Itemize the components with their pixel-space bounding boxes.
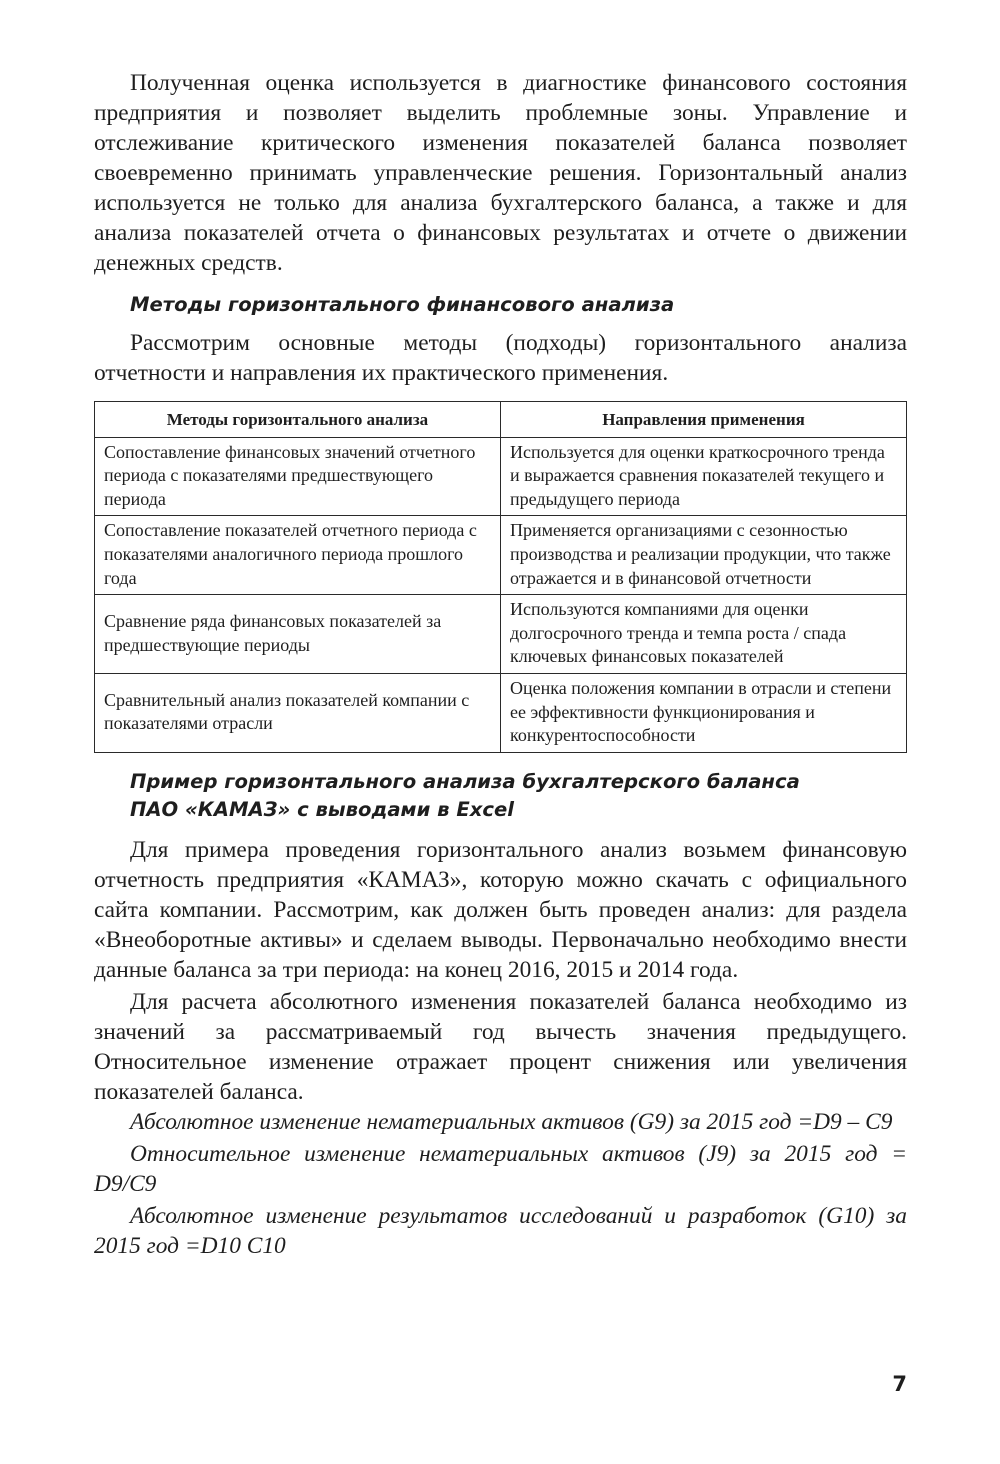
section-heading-methods: Методы горизонтального финансового анализа [130, 293, 675, 316]
formula-relative-intangible: Относительное изменение нематериальных активов (J9) за 2015 год = D9/C9 [94, 1140, 907, 1197]
section-heading-example-line2: ПАО «КАМАЗ» с выводами в Excel [130, 797, 514, 821]
formula-absolute-rnd: Абсолютное изменение результатов исследований и разработок (G10) за 2015 год =D10 C10 [94, 1202, 907, 1259]
table-cell-direction: Используются компаниями для оценки долгосрочного тренда и темпа роста / спада ключевых финансовых показателей [501, 595, 907, 674]
table-row [95, 516, 907, 595]
table-header-methods: Методы горизонтального анализа [95, 402, 501, 438]
table-cell-direction: Используется для оценки краткосрочного тренда и выражается сравнения показателей текущего и предыдущего периода [501, 437, 907, 516]
table-cell-method: Сопоставление показателей отчетного периода с показателями аналогичного периода прошлого года [95, 516, 501, 595]
formula-absolute-intangible: Абсолютное изменение нематериальных активов (G9) за 2015 год =D9 – C9 [130, 1108, 893, 1135]
table-cell-method: Сопоставление финансовых значений отчетного периода с показателями предшествующего периода [95, 437, 501, 516]
table-row [95, 595, 907, 674]
example-paragraph-1: Для примера проведения горизонтального анализ возьмем финансовую отчетность предприятия «КАМАЗ», которую можно скачать с официального сайта компании. Рассмотрим, как должен быть проведен анализ: для раздела «Внеоборотные активы» и сделаем выводы. Первоначально необходимо внести данные баланса за три периода: на конец 2016, 2015 и 2014 года. [94, 836, 907, 983]
table-row [95, 673, 907, 752]
page-number: 7 [892, 1372, 907, 1396]
table-header-row [95, 402, 907, 438]
table-cell-method: Сравнительный анализ показателей компании с показателями отрасли [95, 673, 501, 752]
methods-table [94, 401, 907, 753]
table-header-directions: Направления применения [501, 402, 907, 438]
section-heading-example [94, 768, 907, 824]
page-content [94, 68, 907, 1261]
table-cell-method: Сравнение ряда финансовых показателей за предшествующие периоды [95, 595, 501, 674]
section-heading-example-line1: Пример горизонтального анализа бухгалтерского баланса [130, 769, 800, 793]
table-cell-direction: Применяется организациями с сезонностью производства и реализации продукции, что также отражается и в финансовой отчетности [501, 516, 907, 595]
intro-paragraph: Полученная оценка используется в диагностике финансового состояния предприятия и позволяет выделить проблемные зоны. Управление и отслеживание критического изменения показателей баланса позволяет своевременно принимать управленческие решения. Горизонтальный анализ используется не только для анализа бухгалтерского баланса, а также и для анализа показателей отчета о финансовых результатах и отчете о движении денежных средств. [94, 70, 907, 276]
table-cell-direction: Оценка положения компании в отрасли и степени ее эффективности функционирования и конкурентоспособности [501, 673, 907, 752]
methods-intro-paragraph: Рассмотрим основные методы (подходы) горизонтального анализа отчетности и направления их практического применения. [94, 330, 907, 386]
example-paragraph-2: Для расчета абсолютного изменения показателей баланса необходимо из значений за рассматриваемый год вычесть значения предыдущего. Относительное изменение отражает процент снижения или увеличения показателей баланса. [94, 988, 907, 1105]
table-row [95, 437, 907, 516]
